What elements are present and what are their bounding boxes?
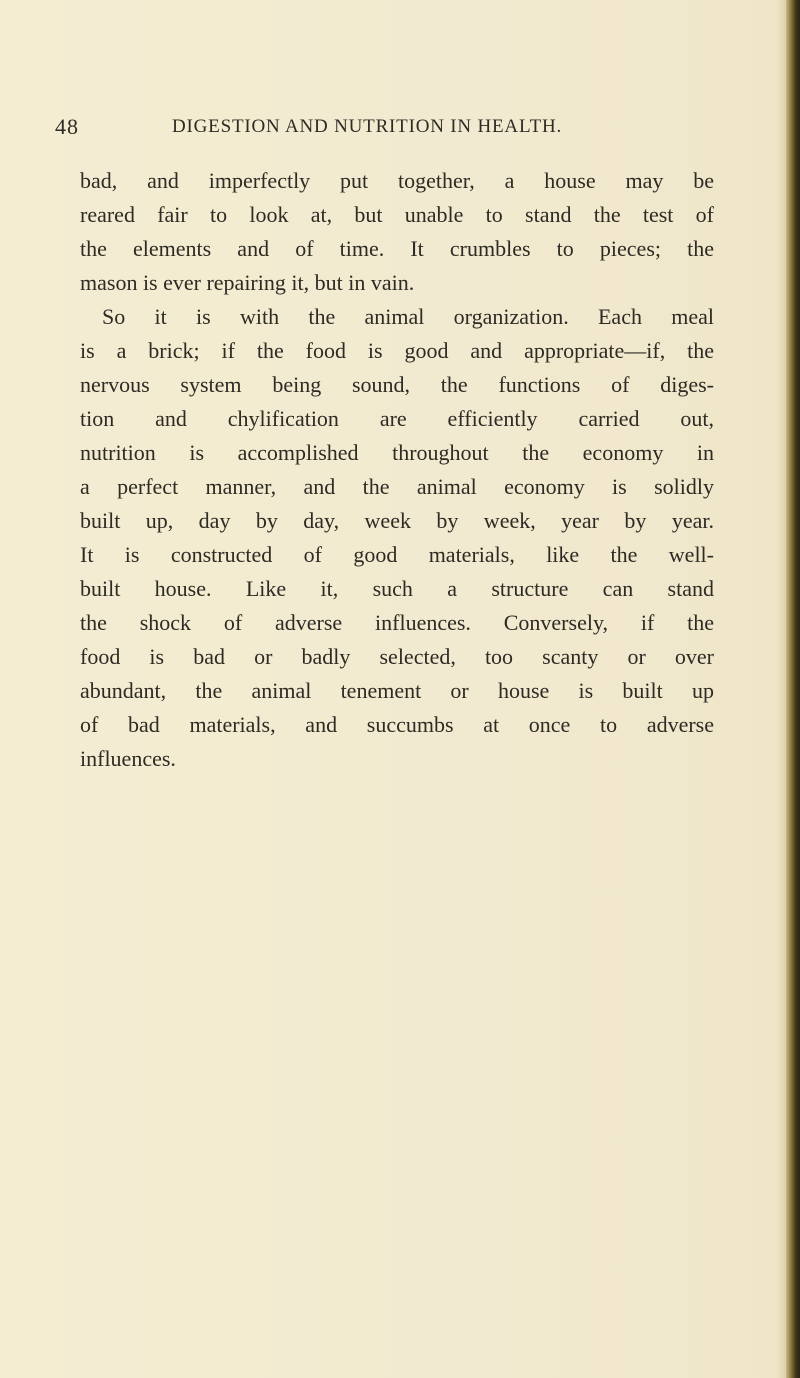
- text-line: reared fair to look at, but unable to stand the test of: [80, 202, 714, 227]
- text-line: nervous system being sound, the functions of diges-: [80, 372, 714, 397]
- page-edge: [786, 0, 800, 1378]
- body-text: [80, 164, 714, 776]
- text-line: is a brick; if the food is good and appropriate—if, the: [80, 338, 714, 363]
- text-line: abundant, the animal tenement or house is built up: [80, 678, 714, 703]
- running-title: DIGESTION AND NUTRITION IN HEALTH.: [172, 116, 563, 137]
- text-line: of bad materials, and succumbs at once to adverse: [80, 712, 714, 737]
- text-line: influences.: [80, 746, 176, 771]
- page-edge-shadow: [776, 0, 786, 1378]
- text-line: the elements and of time. It crumbles to pieces; the: [80, 236, 714, 261]
- text-line: food is bad or badly selected, too scanty or over: [80, 644, 714, 669]
- text-line: It is constructed of good materials, like the well-: [80, 542, 714, 567]
- text-line: So it is with the animal organization. Each meal: [102, 304, 714, 329]
- running-head: [55, 114, 755, 144]
- text-line: bad, and imperfectly put together, a house may be: [80, 168, 714, 193]
- text-line: built up, day by day, week by week, year by year.: [80, 508, 714, 533]
- text-line: mason is ever repairing it, but in vain.: [80, 270, 415, 295]
- text-line: the shock of adverse influences. Conversely, if the: [80, 610, 714, 635]
- text-line: tion and chylification are efficiently carried out,: [80, 406, 714, 431]
- page-number: 48: [55, 114, 79, 139]
- text-line: built house. Like it, such a structure can stand: [80, 576, 714, 601]
- text-line: nutrition is accomplished throughout the economy in: [80, 440, 714, 465]
- text-line: a perfect manner, and the animal economy is solidly: [80, 474, 714, 499]
